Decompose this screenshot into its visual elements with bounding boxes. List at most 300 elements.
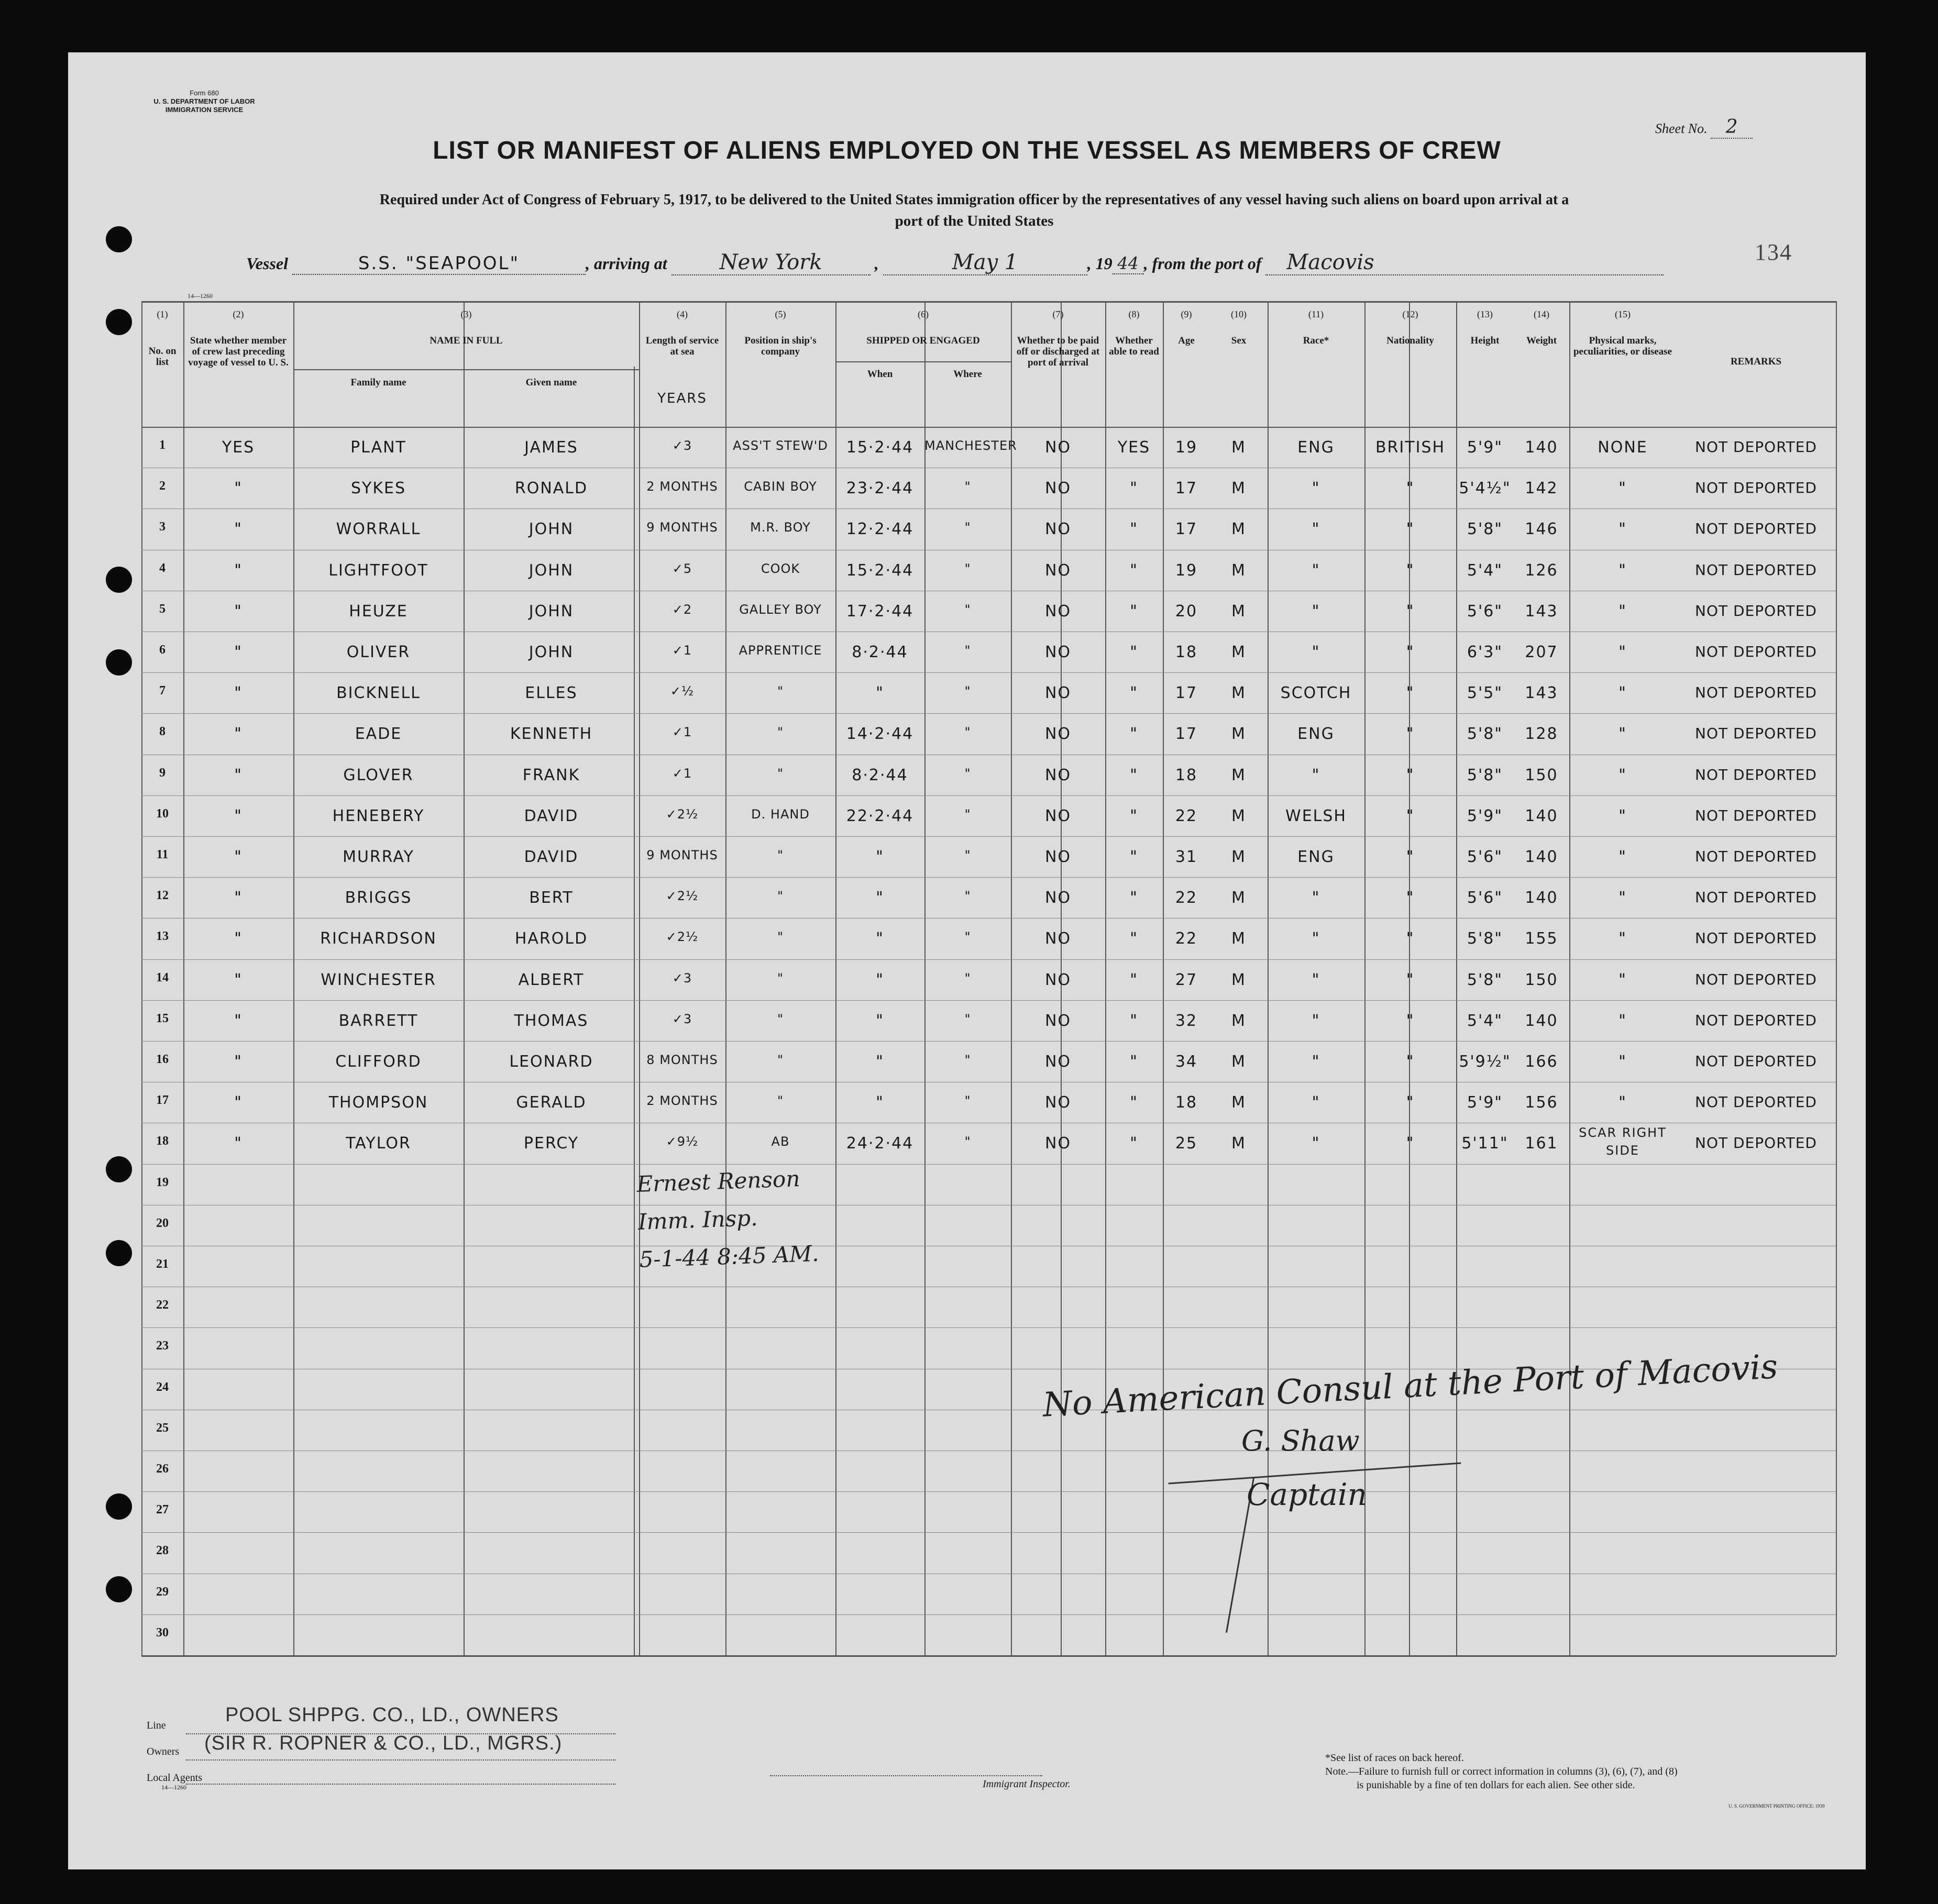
cell-nationality: " [1406,889,1415,907]
cell-given: DAVID [524,806,579,825]
cell-service: ✓3 [672,970,692,986]
from-port: Macovis [1265,250,1664,275]
cell-service: 2 MONTHS [646,1093,718,1109]
manifest-page [68,52,1866,1869]
row-number: 21 [156,1257,169,1271]
cell-prev: " [234,1093,243,1112]
arriving-label: , arriving at [586,254,667,273]
cell-family: GLOVER [343,766,414,784]
cell-read: " [1130,1093,1138,1112]
cell-height: 5'8" [1467,970,1503,989]
cell-race: " [1312,602,1320,621]
cell-given: ELLES [525,684,578,703]
binder-hole [106,226,132,252]
cell-race: " [1312,1134,1320,1153]
cell-prev: " [234,1011,243,1030]
cell-family: RICHARDSON [320,929,437,948]
cell-height: 5'8" [1467,929,1503,948]
column-header: Whether to be paid off or discharged at port of arrival [1016,335,1100,368]
cell-position: " [777,848,784,862]
inspector-title: Imm. Insp. [637,1205,758,1235]
cell-race: " [1312,1093,1320,1112]
cell-where: " [964,806,971,822]
column-header: NAME IN FULL [430,335,503,346]
cell-where: " [964,848,971,862]
cell-given: RONALD [514,479,588,498]
cell-paid: NO [1044,1011,1072,1030]
cell-position: " [777,929,784,945]
cell-remarks: NOT DEPORTED [1695,438,1817,456]
cell-paid: NO [1044,1093,1072,1112]
cell-nationality: " [1406,1134,1415,1153]
cell-position: M.R. BOY [750,520,811,535]
row-number: 26 [156,1462,169,1476]
row-number: 29 [156,1585,169,1599]
penalty-note-1: Note.—Failure to furnish full or correct information in columns (3), (6), (7), and (8) [1325,1766,1678,1777]
row-number: 10 [156,806,169,821]
cell-prev: " [234,520,243,539]
row-rule [141,836,1836,837]
cell-height: 5'4" [1467,561,1503,580]
cell-race: ENG [1297,725,1335,744]
agents-code: 14—1260 [161,1784,186,1791]
cell-marks: " [1618,725,1627,744]
cell-family: SYKES [350,479,406,498]
cell-read: " [1130,1053,1138,1071]
cell-when: 8·2·44 [852,643,908,661]
inspector-rule [770,1775,1042,1776]
cell-where: " [964,1053,971,1067]
cell-age: 27 [1175,970,1198,989]
cell-read: " [1130,561,1138,580]
cell-family: OLIVER [346,643,411,661]
cell-age: 17 [1175,520,1198,539]
cell-marks: " [1618,520,1627,539]
cell-family: BRIGGS [345,889,412,907]
cell-where: MANCHESTER [924,438,1017,453]
cell-nationality: " [1406,643,1415,661]
cell-read: " [1130,889,1138,907]
cell-remarks: NOT DEPORTED [1695,602,1817,619]
column-number: (14) [1534,309,1549,319]
cell-age: 22 [1175,889,1198,907]
cell-age: 25 [1175,1134,1198,1153]
cell-nationality: " [1406,1093,1415,1112]
row-rule [141,1532,1836,1533]
cell-position: ASS'T STEW'D [733,438,828,453]
cell-weight: 161 [1525,1134,1558,1153]
cell-weight: 166 [1525,1053,1558,1071]
row-rule [141,1000,1836,1001]
cell-paid: NO [1044,806,1072,825]
service-name: IMMIGRATION SERVICE [165,106,244,114]
cell-paid: NO [1044,970,1072,989]
cell-age: 18 [1175,643,1198,661]
cell-remarks: NOT DEPORTED [1695,1011,1817,1029]
cell-race: ENG [1297,848,1335,866]
cell-given: LEONARD [509,1053,593,1071]
cell-prev: " [234,561,243,580]
cell-read: " [1130,602,1138,621]
column-number: (7) [1052,309,1064,319]
cell-position: " [777,1053,784,1067]
cell-read: " [1130,684,1138,703]
cell-paid: NO [1044,684,1072,703]
cell-marks: " [1618,766,1627,784]
cell-weight: 155 [1525,929,1558,948]
cell-read: " [1130,929,1138,948]
cell-height: 5'6" [1467,889,1503,907]
cell-service: ✓3 [672,1011,692,1026]
cell-height: 5'8" [1467,520,1503,539]
cell-family: THOMPSON [328,1093,428,1112]
column-header: Height [1470,335,1500,346]
row-rule [141,1327,1836,1328]
cell-family: BICKNELL [336,684,421,703]
cell-when: " [876,1093,884,1112]
cell-remarks: NOT DEPORTED [1695,889,1817,906]
inspector-note [636,1159,819,1279]
cell-marks: " [1618,1011,1627,1030]
cell-sex: M [1231,1134,1246,1153]
cell-sex: M [1231,479,1246,498]
cell-age: 22 [1175,929,1198,948]
cell-height: 5'9" [1467,1093,1503,1112]
subtitle-line-1: Required under Act of Congress of February 5, 1917, to be delivered to the United States immigration officer by the representatives of any vessel having such aliens on board upon arrival at a [379,192,1569,208]
family-name-header: Family name [350,377,406,388]
cell-paid: NO [1044,929,1072,948]
cell-family: EADE [355,725,402,744]
column-header: Race* [1303,335,1329,346]
page-title: LIST OR MANIFEST OF ALIENS EMPLOYED ON THE VESSEL AS MEMBERS OF CREW [433,137,1501,164]
cell-family: TAYLOR [346,1134,411,1153]
cell-paid: NO [1044,766,1072,784]
cell-remarks: NOT DEPORTED [1695,806,1817,824]
table-top-rule [141,301,1836,303]
cell-prev: YES [222,438,255,457]
cell-where: " [964,602,971,617]
cell-service: ✓5 [672,561,692,576]
cell-prev: " [234,929,243,948]
row-number: 19 [156,1175,169,1189]
cell-weight: 140 [1525,848,1558,866]
row-number: 1 [159,438,166,452]
cell-given: JOHN [528,602,574,621]
cell-service: ✓2½ [666,889,699,904]
cell-marks: " [1618,1093,1627,1112]
printer-note: U. S. GOVERNMENT PRINTING OFFICE: 1939 [1728,1803,1825,1809]
cell-read: " [1130,766,1138,784]
cell-when: 23·2·44 [846,479,914,498]
cell-race: " [1312,520,1320,539]
cell-when: " [876,848,884,866]
cell-nationality: " [1406,970,1415,989]
column-header: SHIPPED OR ENGAGED [866,335,980,346]
cell-family: BARRETT [338,1011,419,1030]
column-number: (13) [1477,309,1493,319]
cell-given: JAMES [524,438,578,457]
cell-when: 12·2·44 [846,520,914,539]
cell-height: 5'6" [1467,848,1503,866]
row-number: 25 [156,1421,169,1435]
row-rule [141,672,1836,673]
binder-hole [106,1240,132,1266]
cell-nationality: " [1406,725,1415,744]
column-header: REMARKS [1730,356,1782,367]
cell-when: 14·2·44 [846,725,914,744]
row-number: 12 [156,889,169,903]
arriving-port: New York [671,250,871,275]
cell-position: " [777,970,784,986]
inspector-name: Ernest Renson [636,1166,801,1198]
cell-marks: " [1618,561,1627,580]
shipped-split-rule [924,367,926,1655]
name-split-rule [634,367,635,1655]
vessel-line [246,250,1664,275]
column-number: (5) [775,309,786,319]
cell-paid: NO [1044,725,1072,744]
cell-position: " [777,684,784,699]
cell-paid: NO [1044,479,1072,498]
cell-prev: " [234,725,243,744]
row-number: 2 [159,479,166,493]
cell-service: ✓2 [672,602,692,617]
cell-when: 22·2·44 [846,806,914,825]
header-bottom-rule [141,427,1836,428]
cell-where: " [964,725,971,740]
cell-service: ✓9½ [666,1134,699,1149]
row-number: 30 [156,1625,169,1640]
row-number: 13 [156,929,169,944]
cell-position: COOK [761,561,800,576]
cell-weight: 143 [1525,684,1558,703]
cell-position: CABIN BOY [744,479,817,494]
cell-height: 5'9" [1467,438,1503,457]
cell-paid: NO [1044,561,1072,580]
cell-height: 5'9½" [1459,1053,1511,1071]
column-number: (12) [1402,309,1418,319]
cell-given: GERALD [516,1093,587,1112]
cell-service: 2 MONTHS [646,479,718,494]
cell-sex: M [1231,970,1246,989]
given-name-header: Given name [525,377,577,388]
column-number: (4) [677,309,688,319]
consul-note: No American Consul at the Port of Macovis [1042,1347,1779,1425]
row-number: 5 [159,602,166,616]
table-bottom-rule [141,1655,1836,1657]
cell-weight: 156 [1525,1093,1558,1112]
cell-marks: " [1618,929,1627,948]
cell-age: 32 [1175,1011,1198,1030]
cell-when: " [876,970,884,989]
cell-remarks: NOT DEPORTED [1695,1053,1817,1070]
cell-paid: NO [1044,643,1072,661]
cell-age: 17 [1175,479,1198,498]
cell-marks: " [1618,684,1627,703]
cell-prev: " [234,479,243,498]
cell-position: D. HAND [751,806,810,822]
cell-when: " [876,1011,884,1030]
cell-family: LIGHTFOOT [328,561,428,580]
cell-when: " [876,929,884,948]
cell-nationality: " [1406,1011,1415,1030]
cell-given: JOHN [528,561,574,580]
cell-sex: M [1231,1093,1246,1112]
cell-where: " [964,561,971,576]
cell-weight: 128 [1525,725,1558,744]
cell-sex: M [1231,643,1246,661]
row-rule [141,1041,1836,1042]
column-number: (3) [460,309,472,319]
cell-read: " [1130,725,1138,744]
column-rule [1836,301,1837,1655]
cell-weight: 140 [1525,806,1558,825]
cell-marks: " [1618,889,1627,907]
arrival-date: May 1 [883,250,1087,275]
comma-sep: , [874,254,879,273]
cell-where: " [964,1011,971,1026]
from-label: , from the port of [1143,254,1262,273]
cell-sex: M [1231,1053,1246,1071]
cell-weight: 146 [1525,520,1558,539]
cell-prev: " [234,1053,243,1071]
cell-paid: NO [1044,520,1072,539]
cell-sex: M [1231,684,1246,703]
cell-when: " [876,1053,884,1071]
cell-weight: 126 [1525,561,1558,580]
cell-position: GALLEY BOY [739,602,822,617]
cell-weight: 142 [1525,479,1558,498]
cell-nationality: " [1406,1053,1415,1071]
cell-service: ✓1 [672,643,692,658]
cell-race: " [1312,643,1320,661]
row-number: 18 [156,1134,169,1148]
cell-nationality: " [1406,848,1415,866]
cell-nationality: " [1406,766,1415,784]
cell-marks: " [1618,1053,1627,1071]
cell-family: PLANT [350,438,406,457]
cell-when: 15·2·44 [846,561,914,580]
cell-marks: " [1618,848,1627,866]
cell-nationality: " [1406,602,1415,621]
cell-height: 5'9" [1467,806,1503,825]
cell-given: THOMAS [514,1011,589,1030]
column-header: Age [1178,335,1195,346]
cell-height: 5'8" [1467,766,1503,784]
owner-stamp-line-2: (SIR R. ROPNER & CO., LD., MGRS.) [204,1732,563,1754]
cell-height: 5'8" [1467,725,1503,744]
cell-read: YES [1117,438,1151,457]
row-number: 28 [156,1544,169,1558]
cell-prev: " [234,889,243,907]
years-unit: YEARS [657,391,707,406]
owner-stamp-line-1: POOL SHPPG. CO., LD., OWNERS [225,1704,559,1726]
row-rule [141,713,1836,714]
owners-label: Owners [147,1746,180,1757]
cell-read: " [1130,970,1138,989]
cell-position: APPRENTICE [739,643,822,658]
row-number: 4 [159,561,166,575]
column-header: Length of service at sea [645,335,719,357]
cell-remarks: NOT DEPORTED [1695,561,1817,579]
cell-sex: M [1231,766,1246,784]
cell-race: ENG [1297,438,1335,457]
subtitle-line-2: port of the United States [895,213,1054,229]
cell-paid: NO [1044,889,1072,907]
cell-paid: NO [1044,848,1072,866]
cell-nationality: " [1406,929,1415,948]
cell-age: 19 [1175,438,1198,457]
row-number: 15 [156,1011,169,1025]
binder-hole [106,649,132,676]
sheet-number-block [1655,116,1753,139]
cell-race: " [1312,889,1320,907]
department-name: U. S. DEPARTMENT OF LABOR [153,97,255,105]
cell-where: " [964,970,971,986]
cell-service: ✓2½ [666,929,699,945]
cell-race: " [1312,561,1320,580]
binder-hole [106,567,132,593]
cell-when: 15·2·44 [846,438,914,457]
column-header: Weight [1526,335,1557,346]
column-number: (1) [157,309,168,319]
column-number: (11) [1308,309,1324,319]
owners-rule [186,1759,615,1761]
cell-marks: " [1618,479,1627,498]
vessel-label: Vessel [246,254,288,273]
cell-age: 17 [1175,684,1198,703]
cell-sex: M [1231,806,1246,825]
cell-race: " [1312,929,1320,948]
cell-height: 5'5" [1467,684,1503,703]
column-header: Physical marks, peculiarities, or disease [1573,335,1672,357]
cell-race: " [1312,766,1320,784]
row-number: 27 [156,1503,169,1517]
row-rule [141,959,1836,960]
cell-given: JOHN [528,520,574,539]
column-number: (2) [233,309,244,319]
form-number: Form 680 [190,89,219,97]
cell-paid: NO [1044,1053,1072,1071]
penalty-note-2: is punishable by a fine of ten dollars for each alien. See other side. [1357,1779,1635,1791]
cell-nationality: " [1406,520,1415,539]
row-number: 23 [156,1339,169,1353]
cell-given: JOHN [528,643,574,661]
arrival-year: 44 [1113,253,1144,274]
cell-sex: M [1231,1011,1246,1030]
cell-marks: " [1618,806,1627,825]
cell-nationality: " [1406,561,1415,580]
column-header: State whether member of crew last preceding voyage of vessel to U. S. [188,335,289,368]
cell-height: 5'6" [1467,602,1503,621]
cell-remarks: NOT DEPORTED [1695,643,1817,660]
shipped-subhead-rule [835,361,1011,362]
cell-read: " [1130,479,1138,498]
cell-remarks: NOT DEPORTED [1695,520,1817,538]
cell-age: 22 [1175,806,1198,825]
inspector-label: Immigrant Inspector. [983,1778,1071,1790]
row-number: 14 [156,970,169,984]
column-number: (8) [1128,309,1140,319]
cell-where: " [964,1093,971,1109]
row-number: 20 [156,1216,169,1230]
cell-weight: 140 [1525,1011,1558,1030]
cell-service: ✓3 [672,438,692,453]
row-number: 17 [156,1093,169,1108]
cell-marks: SCAR RIGHT SIDE [1579,1125,1667,1158]
cell-marks: " [1618,602,1627,621]
cell-family: WORRALL [336,520,421,539]
